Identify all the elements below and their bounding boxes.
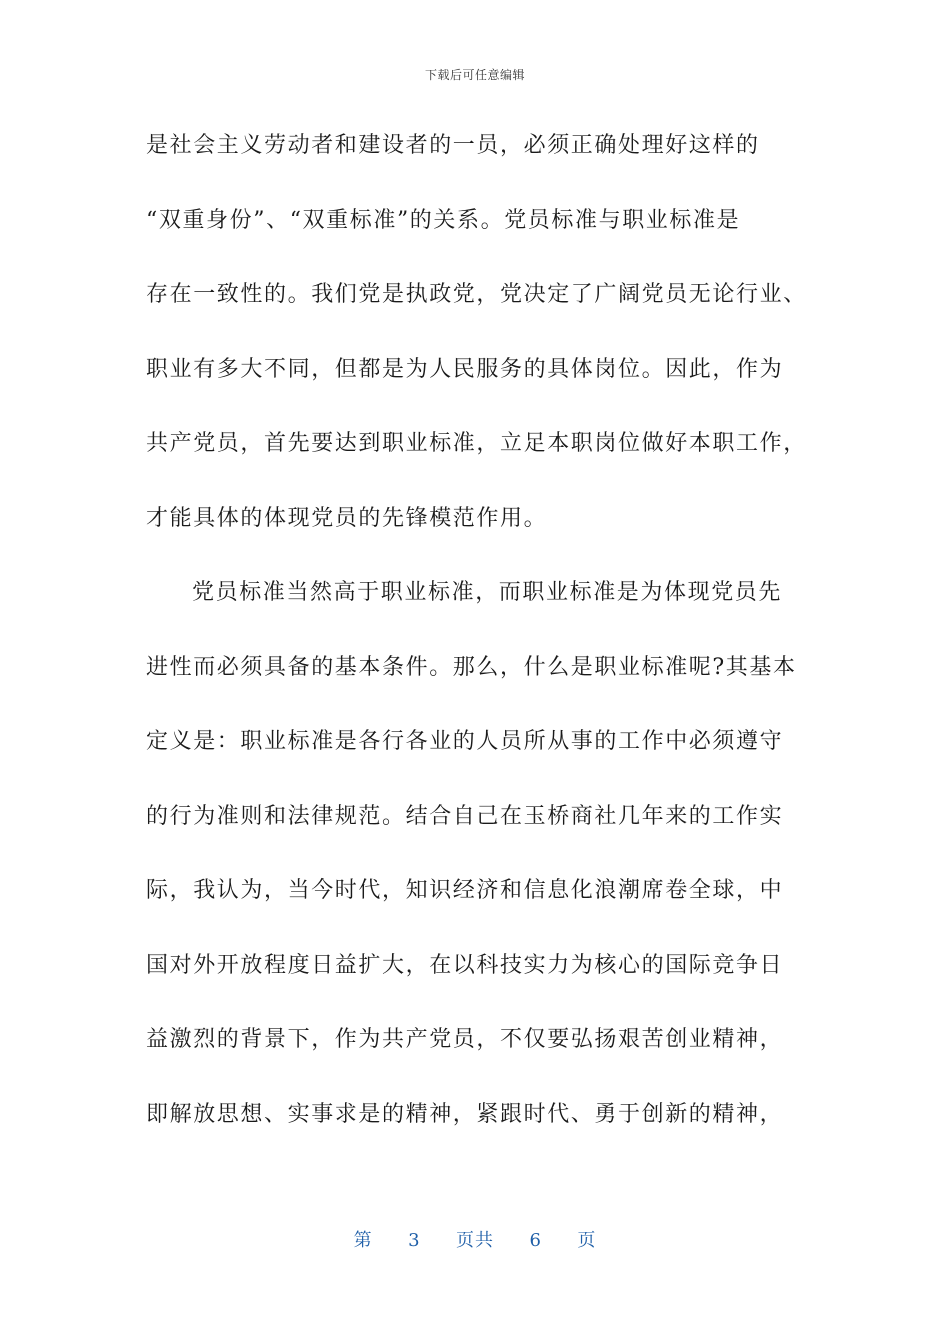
text-line: 是社会主义劳动者和建设者的一员，必须正确处理好这样的	[146, 133, 760, 158]
total-pages-number: 6	[529, 1230, 542, 1251]
text-line: 才能具体的体现党员的先锋模范作用。	[146, 505, 548, 531]
text-line: 进性而必须具备的基本条件。那么，什么是职业标准呢?其基本	[146, 654, 797, 680]
body-text	[146, 120, 806, 1163]
text-line: 存在一致性的。我们党是执政党，党决定了广阔党员无论行业、	[146, 282, 807, 307]
text-line: 的行为准则和法律规范。结合自己在玉桥商社几年来的工作实	[146, 803, 784, 829]
text-line: 即解放思想、实事求是的精神，紧跟时代、勇于创新的精神，	[146, 1101, 784, 1127]
text-line: 国对外开放程度日益扩大，在以科技实力为核心的国际竞争日	[146, 952, 784, 978]
footer-middle: 页共	[456, 1230, 494, 1251]
text-line: 际，我认为，当今时代，知识经济和信息化浪潮席卷全球，中	[146, 878, 784, 903]
header-note: 下载后可任意编辑	[424, 68, 525, 82]
text-line: “双重身份”、“双重标准”的关系。党员标准与职业标准是	[146, 207, 741, 233]
paragraph-first-line: 党员标准当然高于职业标准，而职业标准是为体现党员先	[192, 580, 783, 605]
text-line: 益激烈的背景下，作为共产党员，不仅要弘扬艰苦创业精神，	[146, 1027, 784, 1052]
current-page-number: 3	[408, 1230, 421, 1251]
text-line: 共产党员，首先要达到职业标准，立足本职岗位做好本职工作，	[146, 431, 807, 456]
footer-suffix: 页	[577, 1230, 597, 1251]
text-line: 定义是：职业标准是各行各业的人员所从事的工作中必须遵守	[146, 729, 784, 754]
text-line: 职业有多大不同，但都是为人民服务的具体岗位。因此，作为	[146, 356, 784, 382]
page-number-footer	[0, 1226, 950, 1252]
footer-prefix: 第	[353, 1230, 373, 1251]
